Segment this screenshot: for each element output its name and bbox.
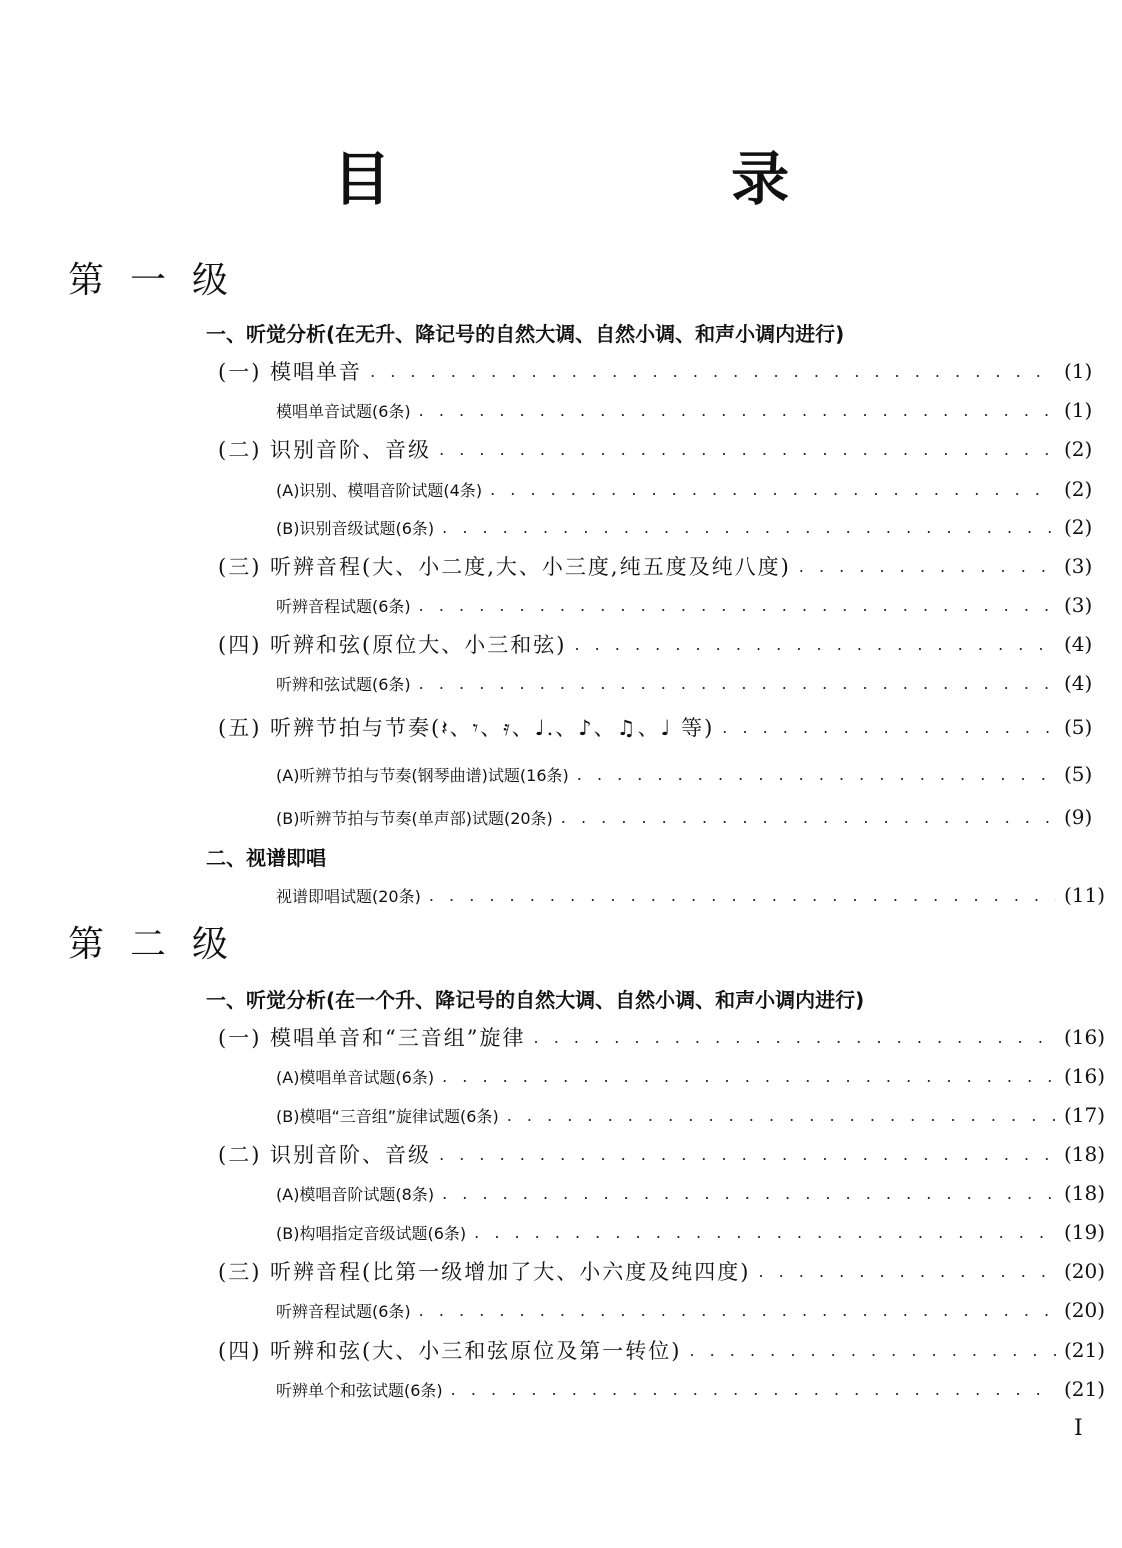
toc-entry[interactable]	[0, 876, 1122, 914]
toc-subsection[interactable]	[0, 1331, 1122, 1369]
toc-entry[interactable]	[0, 664, 1122, 702]
toc-entry[interactable]	[0, 1213, 1122, 1251]
toc-subsection[interactable]	[0, 708, 1122, 746]
toc-entry-page: (19)	[1064, 1220, 1106, 1244]
dot-leader	[419, 401, 1056, 420]
dot-leader	[574, 635, 1056, 654]
toc-entry-page: (2)	[1064, 437, 1093, 461]
dot-leader	[507, 1106, 1056, 1125]
section-heading-listening-1: 一、听觉分析(在无升、降记号的自然大调、自然小调、和声小调内进行)	[206, 322, 845, 346]
dot-leader	[370, 362, 1056, 381]
toc-entry-label: (B)构唱指定音级试题(6条)	[276, 1223, 467, 1243]
level-heading-2: 第二级	[68, 924, 255, 965]
toc-entry[interactable]	[0, 586, 1122, 624]
toc-entry-page: (16)	[1064, 1064, 1106, 1088]
toc-entry-label: (B)识别音级试题(6条)	[276, 518, 435, 538]
dot-leader	[689, 1341, 1056, 1360]
toc-entry-page: (18)	[1064, 1142, 1106, 1166]
toc-entry-page: (3)	[1064, 554, 1093, 578]
dot-leader	[561, 808, 1056, 827]
toc-entry-label: 听辨音程试题(6条)	[276, 596, 411, 616]
page-number: I	[1074, 1416, 1083, 1441]
toc-entry-label: 听辨音程试题(6条)	[276, 1301, 411, 1321]
dot-leader	[490, 480, 1056, 499]
toc-entry-label: 听辨单个和弦试题(6条)	[276, 1380, 443, 1400]
toc-entry-page: (17)	[1064, 1103, 1106, 1127]
toc-entry-label: (B)模唱“三音组”旋律试题(6条)	[276, 1106, 499, 1126]
toc-entry-label: (A)模唱单音试题(6条)	[276, 1067, 435, 1087]
toc-entry-page: (9)	[1064, 805, 1093, 829]
toc-entry[interactable]	[0, 1096, 1122, 1134]
toc-entry[interactable]	[0, 755, 1122, 793]
dot-leader	[442, 1067, 1056, 1086]
toc-entry-label: 听辨和弦试题(6条)	[276, 674, 411, 694]
toc-entry-page: (18)	[1064, 1181, 1106, 1205]
dot-leader	[419, 596, 1056, 615]
toc-subsection[interactable]	[0, 625, 1122, 663]
toc-entry-page: (2)	[1064, 477, 1093, 501]
toc-entry-page: (21)	[1064, 1338, 1106, 1362]
dot-leader	[442, 518, 1056, 537]
toc-entry[interactable]	[0, 1370, 1122, 1408]
toc-entry-page: (11)	[1064, 883, 1106, 907]
section-heading-sight-singing: 二、视谱即唱	[206, 846, 326, 870]
toc-entry-page: (20)	[1064, 1259, 1106, 1283]
page-title: 目 录	[332, 145, 950, 213]
toc-entry[interactable]	[0, 1057, 1122, 1095]
dot-leader	[577, 765, 1056, 784]
toc-entry[interactable]	[0, 798, 1122, 836]
toc-entry-page: (2)	[1064, 515, 1093, 539]
toc-entry-label: (五) 听辨节拍与节奏(𝄽、𝄾、𝄿、♩.、♪、♫、♩ 等)	[218, 716, 715, 740]
toc-entry-label: (二) 识别音阶、音级	[218, 1143, 432, 1167]
toc-entry[interactable]	[0, 1291, 1122, 1329]
toc-entry[interactable]	[0, 391, 1122, 429]
dot-leader	[722, 718, 1056, 737]
toc-entry-page: (1)	[1064, 359, 1093, 383]
toc-entry-label: (B)听辨节拍与节奏(单声部)试题(20条)	[276, 808, 553, 828]
toc-entry-page: (4)	[1064, 632, 1093, 656]
toc-entry-label: (二) 识别音阶、音级	[218, 438, 432, 462]
toc-entry-page: (16)	[1064, 1025, 1106, 1049]
toc-entry-page: (21)	[1064, 1377, 1106, 1401]
toc-subsection[interactable]	[0, 1135, 1122, 1173]
toc-entry-label: (三) 听辨音程(比第一级增加了大、小六度及纯四度)	[218, 1260, 751, 1284]
toc-entry[interactable]	[0, 1174, 1122, 1212]
toc-entry-label: (A)模唱音阶试题(8条)	[276, 1184, 435, 1204]
dot-leader	[429, 886, 1056, 905]
toc-entry-label: 视谱即唱试题(20条)	[276, 886, 421, 906]
toc-entry-label: (一) 模唱单音和“三音组”旋律	[218, 1026, 526, 1050]
toc-entry-label: (一) 模唱单音	[218, 360, 363, 384]
toc-entry-label: (四) 听辨和弦(大、小三和弦原位及第一转位)	[218, 1339, 682, 1363]
dot-leader	[439, 1145, 1056, 1164]
toc-entry-label: (四) 听辨和弦(原位大、小三和弦)	[218, 633, 567, 657]
toc-entry-page: (5)	[1064, 715, 1093, 739]
toc-entry-label: (A)听辨节拍与节奏(钢琴曲谱)试题(16条)	[276, 765, 569, 785]
toc-entry-label: 模唱单音试题(6条)	[276, 401, 411, 421]
dot-leader	[439, 440, 1056, 459]
dot-leader	[442, 1184, 1056, 1203]
dot-leader	[451, 1380, 1056, 1399]
toc-entry[interactable]	[0, 508, 1122, 546]
dot-leader	[534, 1028, 1056, 1047]
dot-leader	[419, 674, 1056, 693]
toc-entry[interactable]	[0, 470, 1122, 508]
toc-entry-page: (3)	[1064, 593, 1093, 617]
level-heading-1: 第一级	[68, 260, 255, 301]
toc-subsection[interactable]	[0, 1252, 1122, 1290]
dot-leader	[799, 557, 1056, 576]
toc-entry-label: (三) 听辨音程(大、小二度,大、小三度,纯五度及纯八度)	[218, 555, 791, 579]
dot-leader	[758, 1262, 1056, 1281]
toc-entry-page: (4)	[1064, 671, 1093, 695]
dot-leader	[474, 1223, 1056, 1242]
toc-subsection[interactable]	[0, 1018, 1122, 1056]
toc-subsection[interactable]	[0, 430, 1122, 468]
toc-subsection[interactable]	[0, 547, 1122, 585]
toc-entry-page: (20)	[1064, 1298, 1106, 1322]
toc-entry-page: (1)	[1064, 398, 1093, 422]
dot-leader	[419, 1301, 1056, 1320]
toc-subsection[interactable]	[0, 352, 1122, 390]
section-heading-listening-2: 一、听觉分析(在一个升、降记号的自然大调、自然小调、和声小调内进行)	[206, 988, 865, 1012]
toc-entry-page: (5)	[1064, 762, 1093, 786]
toc-entry-label: (A)识别、模唱音阶试题(4条)	[276, 480, 483, 500]
